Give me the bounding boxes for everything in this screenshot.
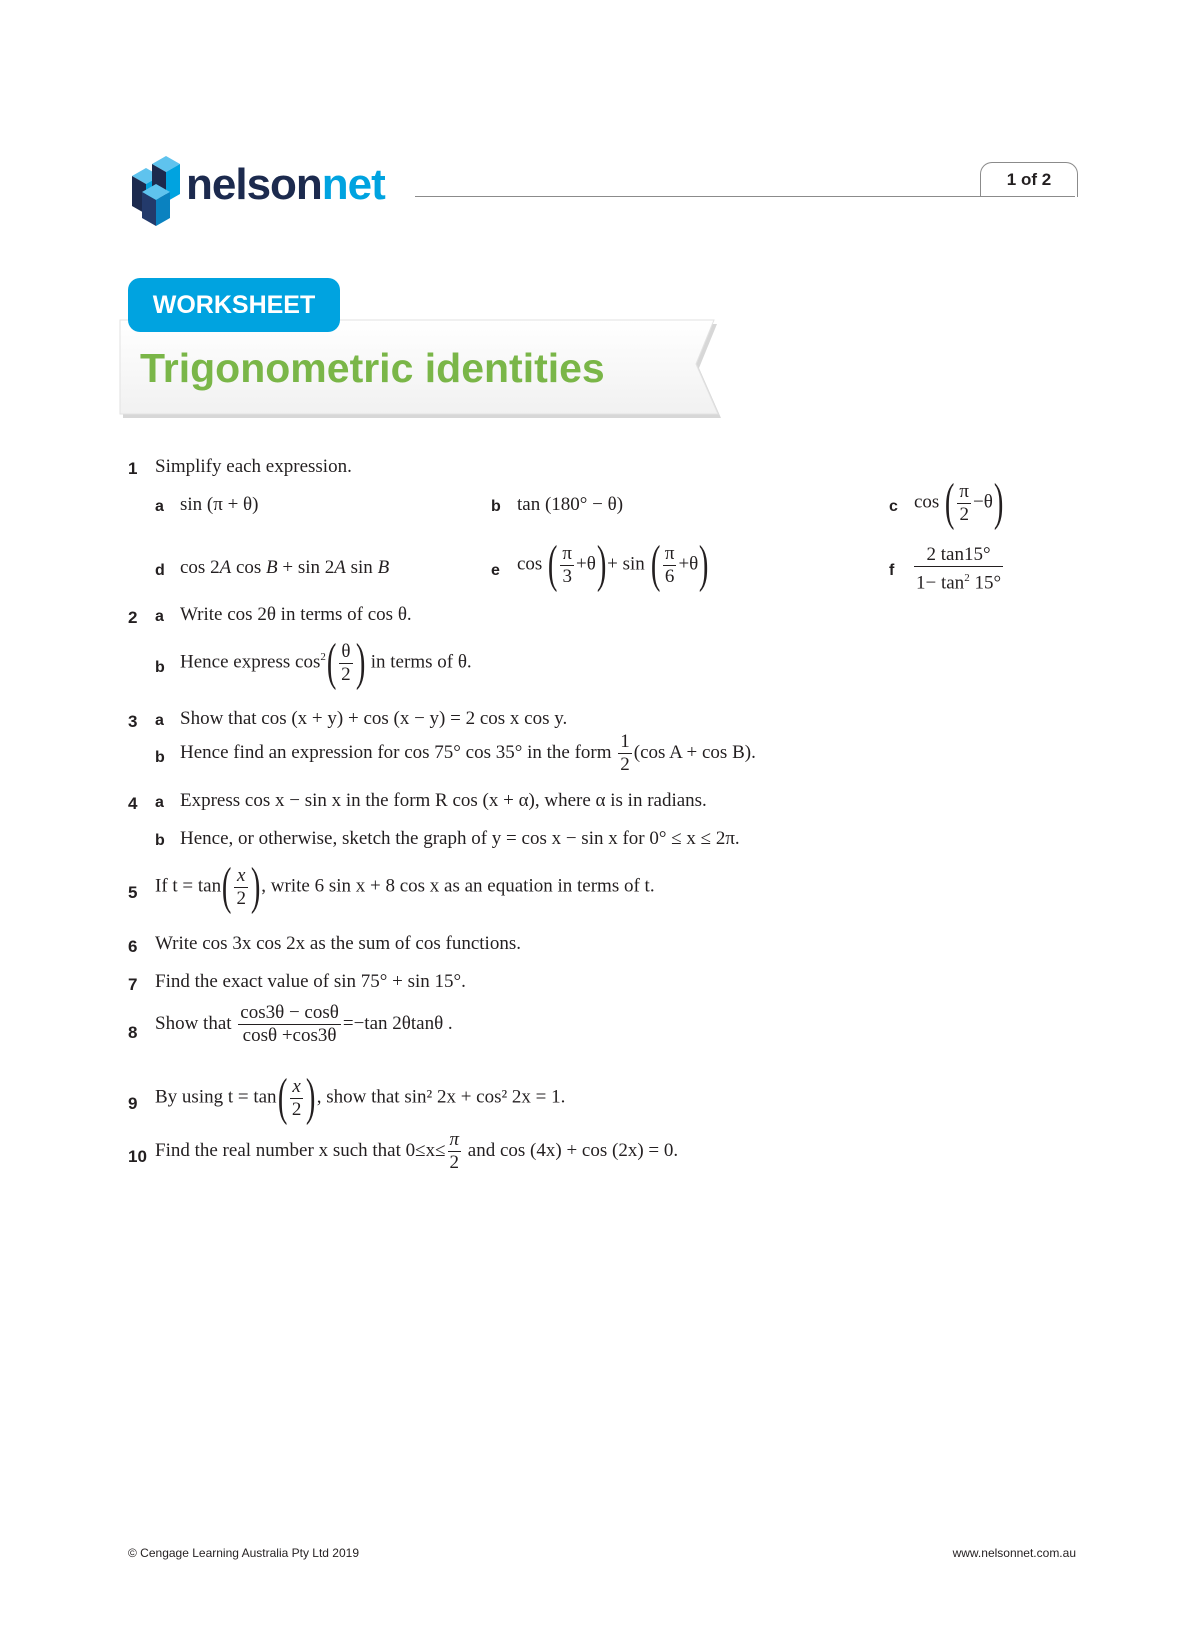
text-segment: , write 6 sin x + 8 cos x as an equation in terms of t. xyxy=(261,875,655,897)
math-expression: $\frac{2 \tan 15^\circ}{1- \tan^2 15^\circ}$ xyxy=(916,544,1002,594)
question-text: Hence find an expression for cos 75° cos 35° in the form $\frac{1}{2}$ (cos A + cos B). xyxy=(180,731,756,775)
math-expression: sin (π + θ) xyxy=(180,494,259,515)
text-segment: in terms of θ. xyxy=(370,651,472,673)
text-segment: =−tan 2θtanθ . xyxy=(342,1012,453,1034)
question-number: 2 xyxy=(128,608,138,627)
page-title: Trigonometric identities xyxy=(140,345,605,391)
question-text xyxy=(155,1002,453,1047)
part-letter: a xyxy=(155,794,164,811)
nelsonnet-logo xyxy=(126,148,416,228)
question-text: Hence express $\cos^2$( $\frac{\theta}{2}$ ) in terms of θ. xyxy=(180,634,472,691)
question-number: 8 xyxy=(128,1023,138,1042)
math-expression: cos 2A cos B + sin 2A sin B xyxy=(180,557,390,578)
question-number: 1 xyxy=(128,459,138,478)
question-number: 3 xyxy=(128,712,138,731)
header-rule xyxy=(415,196,1075,197)
text-segment: Hence find an expression for cos 75° cos 35° in the form xyxy=(180,741,612,763)
text-segment: and cos (4x) + cos (2x) = 0. xyxy=(467,1139,679,1161)
part-letter: f xyxy=(889,562,895,579)
part-letter: b xyxy=(155,832,165,849)
text-segment: , show that sin² 2x + cos² 2x = 1. xyxy=(316,1086,566,1108)
text-segment: Show that xyxy=(155,1012,232,1034)
logo-wordmark: nelsonnet xyxy=(186,160,385,209)
question-text: Find the real number x such that 0≤x≤ $\frac{\pi}{2}$ and cos (4x) + cos (2x) = 0. xyxy=(155,1129,679,1173)
fraction-numerator: cos3θ − cosθ xyxy=(240,1002,339,1023)
question-text: Show that cos (x + y) + cos (x − y) = 2 cos x cos y. xyxy=(180,708,568,729)
question-number: 7 xyxy=(128,975,138,994)
text-segment: Hence express xyxy=(180,651,291,673)
text-segment: If t = tan xyxy=(155,875,222,897)
part-letter: b xyxy=(155,749,165,766)
part-letter: e xyxy=(491,562,500,579)
part-letter: a xyxy=(155,498,164,515)
part-letter: b xyxy=(491,498,501,515)
worksheet-tag: WORKSHEET xyxy=(128,278,340,332)
question-number: 10 xyxy=(128,1147,147,1166)
question-text: Write cos 3x cos 2x as the sum of cos functions. xyxy=(155,933,521,954)
question-number: 4 xyxy=(128,794,138,813)
question-text: Simplify each expression. xyxy=(155,456,352,477)
footer-copyright: © Cengage Learning Australia Pty Ltd 2019 xyxy=(128,1546,359,1560)
question-text: By using t = tan( $\frac{x}{2}$ ), show that sin² 2x + cos² 2x = 1. xyxy=(155,1069,566,1126)
question-text: Find the exact value of sin 75° + sin 15°. xyxy=(155,971,466,992)
fraction-denominator: cosθ +cos3θ xyxy=(242,1025,337,1046)
math-expression: cos ( $\frac{\pi}{2}$ −θ) xyxy=(914,474,1004,531)
text-segment: By using t = tan xyxy=(155,1086,277,1108)
part-letter: a xyxy=(155,712,164,729)
footer-website-link[interactable]: www.nelsonnet.com.au xyxy=(952,1546,1076,1560)
page-indicator: 1 of 2 xyxy=(980,162,1078,197)
part-letter: a xyxy=(155,608,164,625)
part-letter: b xyxy=(155,659,165,676)
question-number: 5 xyxy=(128,883,138,902)
math-expression: tan (180° − θ) xyxy=(517,494,624,515)
part-letter: d xyxy=(155,562,165,579)
text-segment: Find the real number x such that 0≤x≤ xyxy=(155,1139,446,1161)
part-letter: c xyxy=(889,498,898,515)
question-text: Express cos x − sin x in the form R cos (x + α), where α is in radians. xyxy=(180,790,707,811)
question-text: Hence, or otherwise, sketch the graph of y = cos x − sin x for 0° ≤ x ≤ 2π. xyxy=(180,828,740,849)
text-segment: (cos A + cos B). xyxy=(633,741,756,763)
math-expression: cos ( $\frac{\pi}{3}$ +θ)+ sin ( $\frac{\pi}{6}$ +θ) xyxy=(517,536,709,593)
question-text: Write cos 2θ in terms of cos θ. xyxy=(180,604,412,625)
question-number: 9 xyxy=(128,1094,138,1113)
logo-cube-icon xyxy=(126,154,186,226)
question-number: 6 xyxy=(128,937,138,956)
question-text: If t = tan( $\frac{x}{2}$ ), write 6 sin x + 8 cos x as an equation in terms of t. xyxy=(155,858,655,915)
